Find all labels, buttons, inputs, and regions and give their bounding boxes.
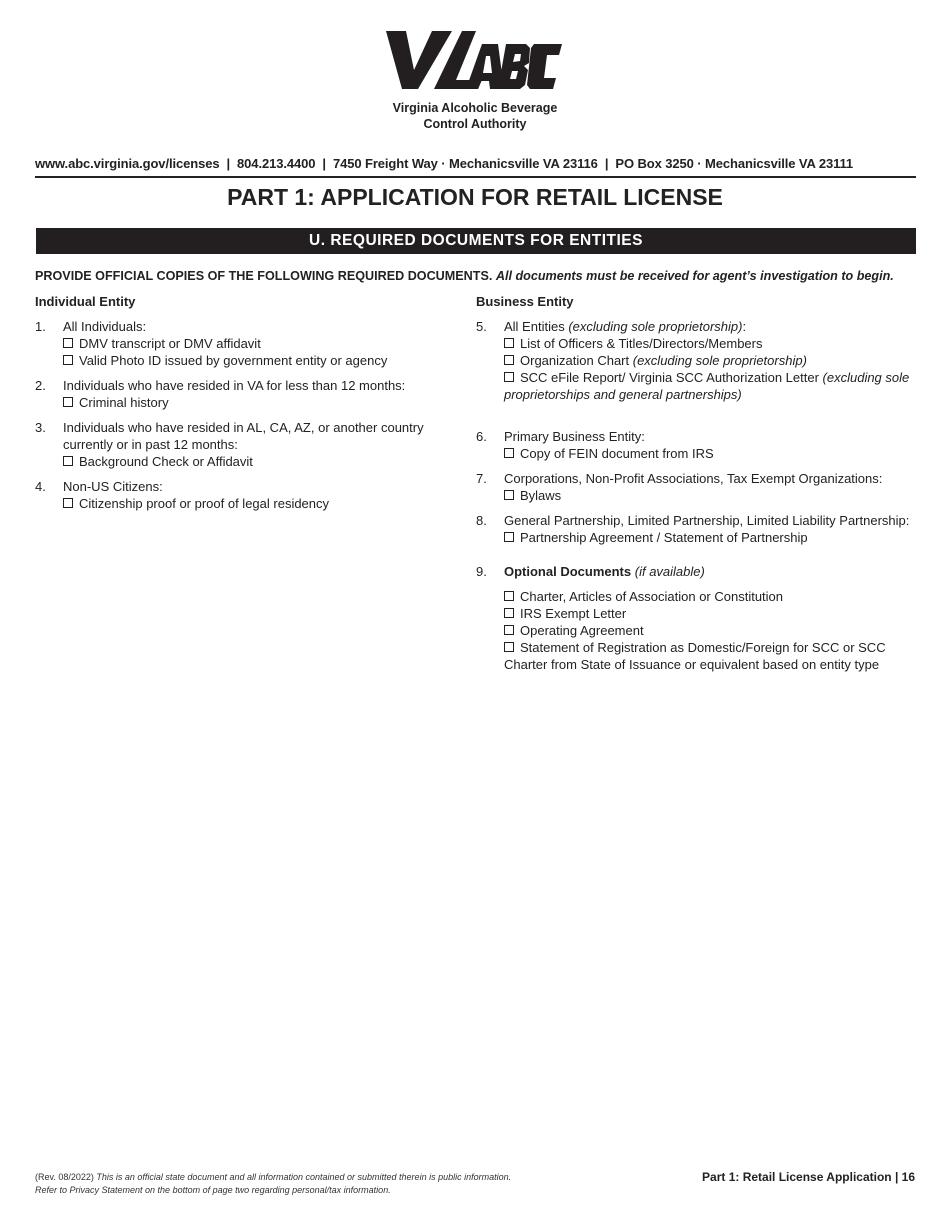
checkbox-icon[interactable]: [504, 372, 514, 382]
list-item: [476, 428, 921, 462]
checkbox-icon[interactable]: [504, 338, 514, 348]
document-option[interactable]: Charter, Articles of Association or Constitution: [504, 588, 921, 605]
footer-disclaimer: [35, 1171, 511, 1197]
section-header: U. REQUIRED DOCUMENTS FOR ENTITIES: [36, 228, 916, 254]
item-number: 5.: [476, 319, 487, 334]
list-item: [35, 478, 455, 512]
document-option[interactable]: Citizenship proof or proof of legal residency: [63, 495, 455, 512]
document-option[interactable]: Statement of Registration as Domestic/Foreign for SCC or SCC: [504, 639, 921, 656]
list-item: [35, 318, 455, 369]
list-item: [35, 419, 455, 470]
optional-documents-list: [504, 588, 921, 673]
item-text: Optional Documents (if available): [504, 564, 705, 579]
item-number: 9.: [476, 564, 487, 579]
document-option[interactable]: IRS Exempt Letter: [504, 605, 921, 622]
item-number: 3.: [35, 420, 46, 435]
document-option[interactable]: Partnership Agreement / Statement of Partnership: [504, 529, 921, 546]
intro-text: [35, 269, 920, 283]
item-number: 1.: [35, 319, 46, 334]
item-number: 6.: [476, 429, 487, 444]
item-number: 4.: [35, 479, 46, 494]
document-option[interactable]: Bylaws: [504, 487, 921, 504]
document-option[interactable]: Valid Photo ID issued by government entity or agency: [63, 352, 455, 369]
business-entity-heading: Business Entity: [476, 294, 574, 309]
checkbox-icon[interactable]: [504, 448, 514, 458]
item-number: 8.: [476, 513, 487, 528]
checkbox-icon[interactable]: [63, 338, 73, 348]
checkbox-icon[interactable]: [63, 456, 73, 466]
checkbox-icon[interactable]: [63, 355, 73, 365]
logo-text: VA ABC: [384, 28, 388, 29]
item-text: Primary Business Entity:: [504, 429, 645, 444]
document-option[interactable]: List of Officers & Titles/Directors/Members: [504, 335, 921, 352]
list-item: [476, 512, 921, 546]
item-text: Non-US Citizens:: [63, 479, 163, 494]
business-entity-column: [476, 294, 921, 673]
contact-line: www.abc.virginia.gov/licenses | 804.213.4400 | 7450 Freight Way · Mechanicsville VA 23116 | PO Box 3250 · Mechanicsville VA 23111: [35, 156, 854, 171]
checkbox-icon[interactable]: [504, 608, 514, 618]
org-name-line2: Control Authority: [423, 117, 527, 131]
item-text-cont: currently or in past 12 months:: [63, 437, 238, 452]
list-item: [476, 318, 921, 403]
document-option[interactable]: Operating Agreement: [504, 622, 921, 639]
checkbox-icon[interactable]: [504, 625, 514, 635]
item-number: 7.: [476, 471, 487, 486]
document-option-note: proprietorships and general partnerships): [504, 387, 742, 402]
document-option[interactable]: Copy of FEIN document from IRS: [504, 445, 921, 462]
item-text: Individuals who have resided in VA for less than 12 months:: [63, 378, 406, 393]
document-option[interactable]: DMV transcript or DMV affidavit: [63, 335, 455, 352]
list-item: [476, 470, 921, 504]
org-name-line1: Virginia Alcoholic Beverage: [392, 101, 558, 115]
document-option[interactable]: Background Check or Affidavit: [63, 453, 455, 470]
va-abc-logo: [384, 28, 564, 92]
intro-italic: All documents must be received for agent’s investigation to begin.: [495, 269, 894, 283]
footer-note-2: Refer to Privacy Statement on the bottom of page two regarding personal/tax information.: [35, 1185, 391, 1195]
header-rule: [35, 176, 916, 178]
individual-entity-column: [35, 294, 455, 512]
document-option[interactable]: Criminal history: [63, 394, 455, 411]
individual-entity-heading: Individual Entity: [35, 294, 136, 309]
intro-bold: PROVIDE OFFICIAL COPIES OF THE FOLLOWING REQUIRED DOCUMENTS.: [35, 269, 493, 283]
checkbox-icon[interactable]: [504, 591, 514, 601]
item-text: Corporations, Non-Profit Associations, Tax Exempt Organizations:: [504, 471, 883, 486]
checkbox-icon[interactable]: [504, 355, 514, 365]
item-text: All Individuals:: [63, 319, 147, 334]
checkbox-icon[interactable]: [63, 498, 73, 508]
list-item: [35, 377, 455, 411]
checkbox-icon[interactable]: [504, 532, 514, 542]
document-option[interactable]: Organization Chart (excluding sole proprietorship): [504, 352, 921, 369]
checkbox-icon[interactable]: [504, 642, 514, 652]
checkbox-icon[interactable]: [63, 397, 73, 407]
page-title: PART 1: APPLICATION FOR RETAIL LICENSE: [227, 184, 723, 210]
item-text: Individuals who have resided in AL, CA, AZ, or another country: [63, 420, 424, 435]
item-number: 2.: [35, 378, 46, 393]
document-option[interactable]: SCC eFile Report/ Virginia SCC Authorization Letter (excluding sole: [504, 369, 921, 386]
footer-note-1: This is an official state document and all information contained or submitted therein is public information.: [96, 1172, 512, 1182]
checkbox-icon[interactable]: [504, 490, 514, 500]
org-name: [0, 100, 950, 132]
page-label: Part 1: Retail License Application | 16: [702, 1170, 915, 1184]
item-text: All Entities (excluding sole proprietorship):: [504, 319, 747, 334]
revision-date: (Rev. 08/2022): [35, 1172, 94, 1182]
item-text: General Partnership, Limited Partnership, Limited Liability Partnership:: [504, 513, 910, 528]
document-option-cont: Charter from State of Issuance or equivalent based on entity type: [504, 657, 880, 672]
list-item: [476, 563, 921, 673]
